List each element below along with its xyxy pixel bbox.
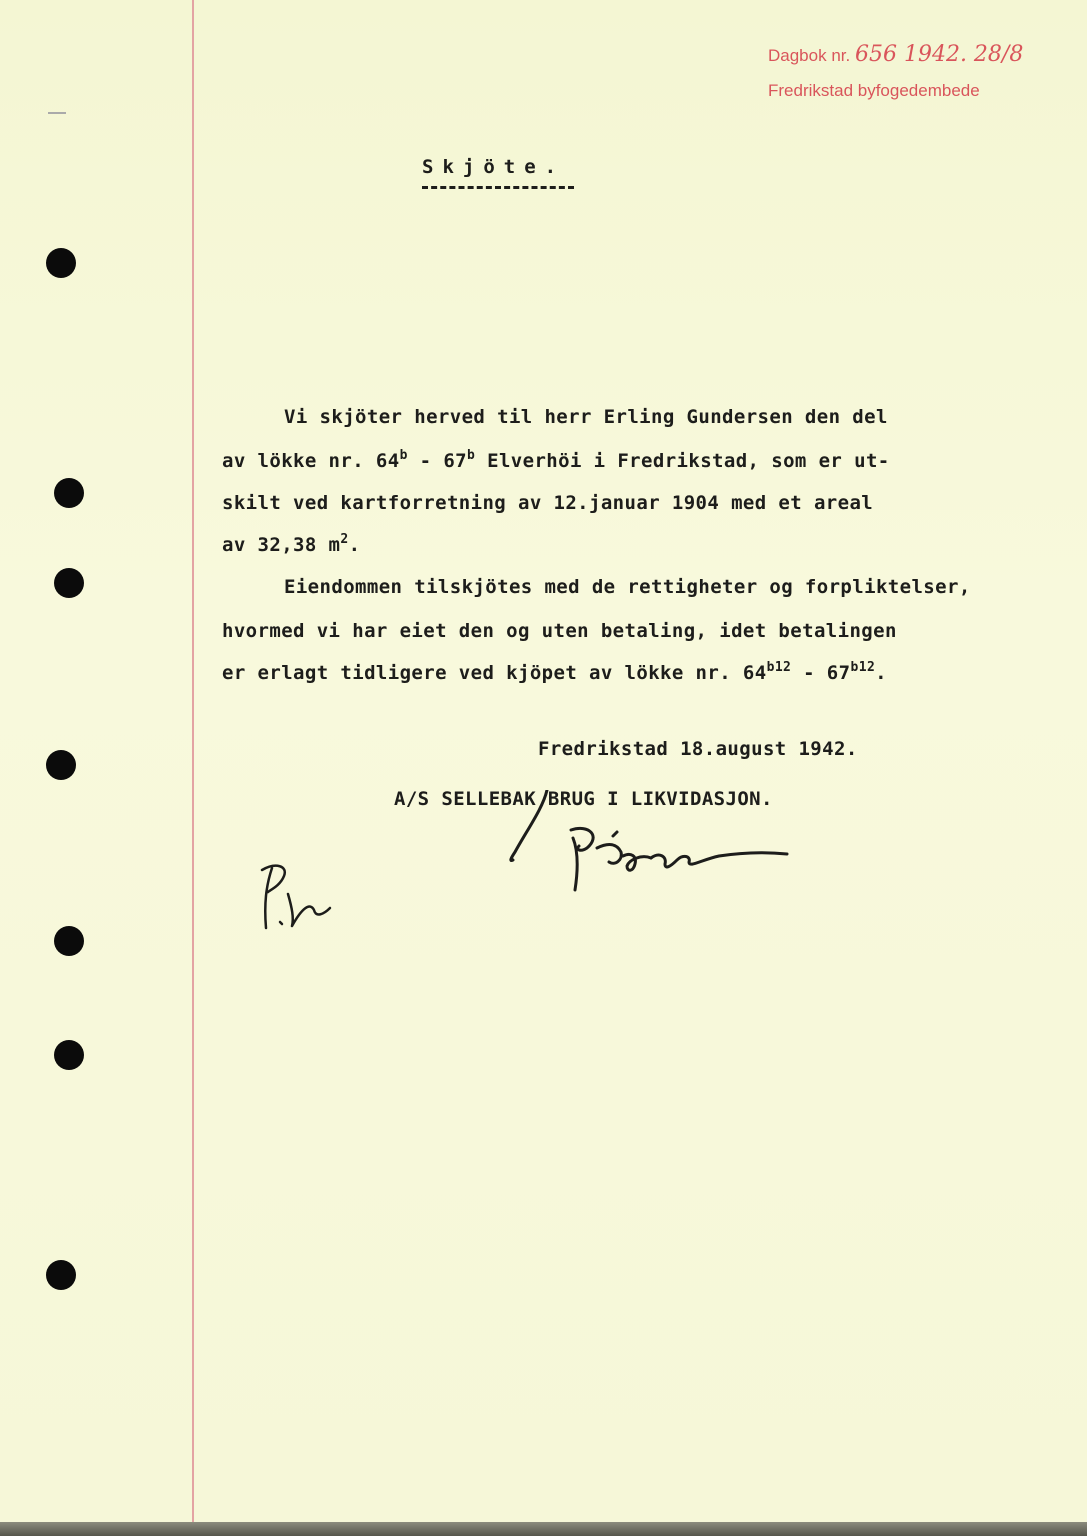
journal-stamp-line2: Fredrikstad byfogedembede xyxy=(768,81,980,100)
handwritten-initials xyxy=(258,858,338,938)
punch-hole-3 xyxy=(54,568,84,598)
punch-hole-2 xyxy=(54,478,84,508)
scan-bottom-edge xyxy=(0,1522,1087,1536)
paragraph1-line2: av lökke nr. 64$^b$ - 67$^b$ Elverhöi i Fredrikstad, som er ut- xyxy=(222,448,890,472)
journal-stamp-line1 xyxy=(768,44,1023,67)
paragraph1-line1: Vi skjöter herved til herr Erling Gundersen den del xyxy=(284,406,888,428)
punch-hole-4 xyxy=(46,750,76,780)
paragraph1-line3: skilt ved kartforretning av 12.januar 1904 med et areal xyxy=(222,492,874,514)
paragraph2-line3: er erlagt tidligere ved kjöpet av lökke nr. $64^{b12} - 67^{b12}$. xyxy=(222,660,888,684)
punch-hole-7 xyxy=(46,1260,76,1290)
stamp-handwritten-entry: 656 1942. 28/8 xyxy=(854,42,1024,67)
punch-hole-1 xyxy=(46,248,76,278)
paragraph2-line2: hvormed vi har eiet den og uten betaling, idet betalingen xyxy=(222,620,897,642)
place-date-line: Fredrikstad 18.august 1942. xyxy=(538,738,858,760)
company-name-line: A/S SELLEBAK BRUG I LIKVIDASJON. xyxy=(394,788,773,810)
document-title: Skjöte. xyxy=(422,156,566,178)
punch-hole-5 xyxy=(54,926,84,956)
punch-hole-6 xyxy=(54,1040,84,1070)
margin-rule xyxy=(192,0,194,1522)
paragraph1-line4: av 32,38 $m^2$. xyxy=(222,532,361,556)
title-underline xyxy=(422,186,574,189)
pencil-mark xyxy=(48,112,66,114)
handwritten-signature xyxy=(505,790,795,900)
stamp-printed-label: Dagbok nr. xyxy=(768,46,851,65)
paragraph2-line1: Eiendommen tilskjötes med de rettigheter og forpliktelser, xyxy=(284,576,971,598)
